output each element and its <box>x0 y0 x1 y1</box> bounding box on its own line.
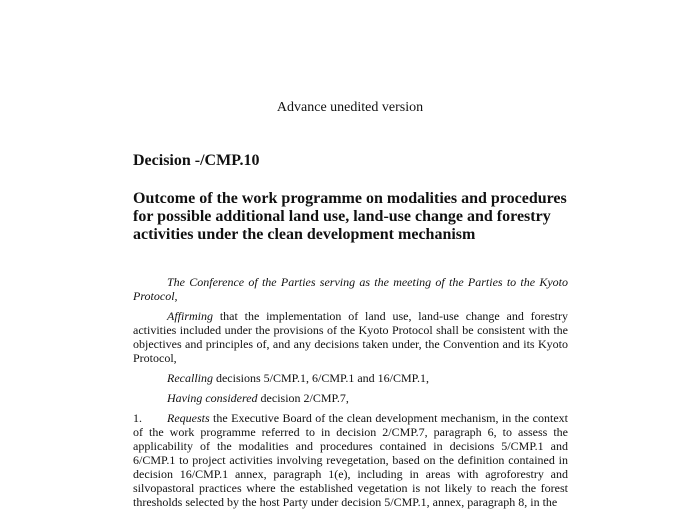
decision-number: Decision -/CMP.10 <box>133 152 260 169</box>
affirming-text: that the implementation of land use, land-use change and forestry activities included under the provisions of the Kyoto Protocol shall be consistent with the objectives and principles of, and any decisions taken under, the Convention and its Kyoto Protocol, <box>133 309 568 365</box>
preamble-opening-text: The Conference of the Parties serving as the meeting of the Parties to the Kyoto Protocol, <box>133 275 568 303</box>
preamble-opening <box>133 275 568 303</box>
preamble-recalling <box>133 371 568 385</box>
operative-paragraph-1 <box>133 411 568 509</box>
operative-lead: Requests <box>167 411 210 425</box>
operative-text: the Executive Board of the clean development mechanism, in the context of the work programme referred to in decision 2/CMP.7, paragraph 6, to assess the applicability of the modalities and procedures contained in decisions 5/CMP.1 and 6/CMP.1 to project activities involving revegetation, based on the definition contained in decision 16/CMP.1 annex, paragraph 1(e), including in areas with agroforestry and silvopastoral practices where the established vegetation is not likely to reach the forest thresholds selected by the host Party under decision 5/CMP.1, annex, paragraph 8, in the <box>133 411 568 509</box>
decision-body <box>133 275 568 515</box>
preamble-having-considered <box>133 391 568 405</box>
version-note: Advance unedited version <box>276 100 424 115</box>
decision-title: Outcome of the work programme on modalities and procedures for possible additional land use, land-use change and forestry activities under the clean development mechanism <box>133 190 567 243</box>
preamble-affirming <box>133 309 568 365</box>
having-considered-text: decision 2/CMP.7, <box>257 391 349 405</box>
having-considered-lead: Having considered <box>167 391 258 405</box>
affirming-lead: Affirming <box>167 309 214 323</box>
recalling-text: decisions 5/CMP.1, 6/CMP.1 and 16/CMP.1, <box>212 371 430 385</box>
recalling-lead: Recalling <box>167 371 213 385</box>
paragraph-number: 1. <box>133 411 142 425</box>
